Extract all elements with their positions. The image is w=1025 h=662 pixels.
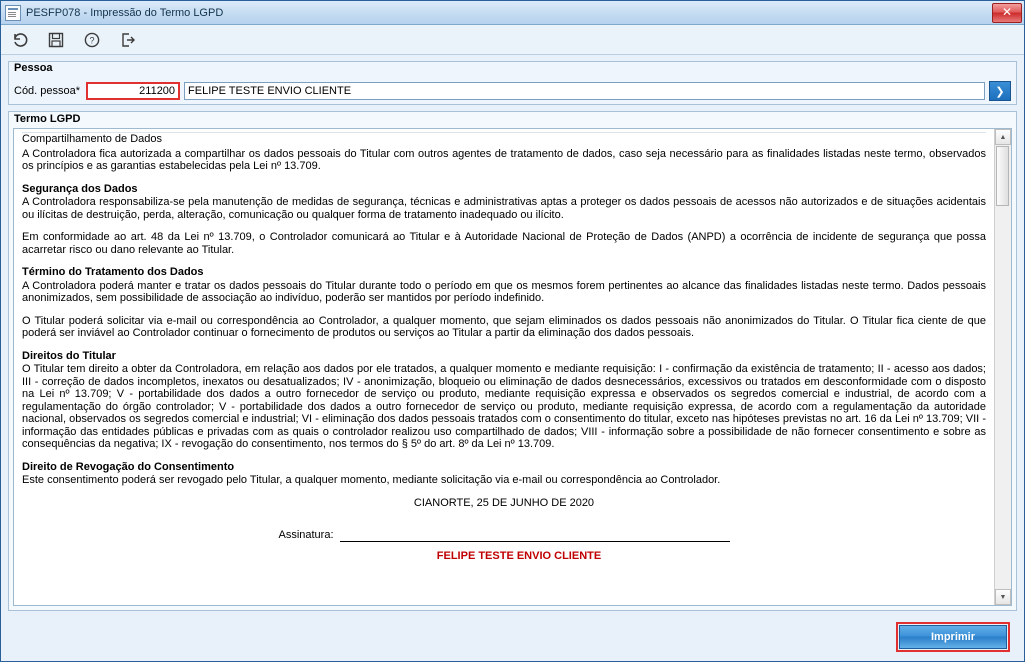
document-viewer bbox=[13, 128, 1012, 606]
print-button-highlight bbox=[896, 622, 1010, 652]
doc-paragraph: A Controladora fica autorizada a compartilhar os dados pessoais do Titular com outros agentes de tratamento de dados, caso seja necessário para as finalidades listadas neste termo, observados os princípios e as garantias estabelecidas pela Lei nº 13.709. bbox=[22, 147, 986, 172]
undo-icon[interactable] bbox=[9, 29, 31, 51]
doc-heading: Término do Tratamento dos Dados bbox=[22, 266, 204, 278]
scrollbar-thumb[interactable] bbox=[996, 146, 1009, 206]
next-arrow-icon[interactable]: ❯ bbox=[989, 81, 1011, 101]
doc-paragraph: A Controladora responsabiliza-se pela manutenção de medidas de segurança, técnicas e administrativas aptas a proteger os dados pessoais de acessos não autorizados e de situações acidentais ou ilícitas de destruição, perda, alteração, comunicação ou qualquer forma de tratamento inadequado ou ilícito. bbox=[22, 196, 986, 221]
doc-paragraph: A Controladora poderá manter e tratar os dados pessoais do Titular durante todo o período em que os mesmos forem pertinentes ao alcance das finalidades listadas neste termo. Dados pessoais anonimizados, sem possibilidade de associação ao indivíduo, poderão ser mantidos por período indefinido. bbox=[22, 279, 986, 304]
scroll-down-icon[interactable]: ▼ bbox=[995, 589, 1011, 605]
pessoa-group-title: Pessoa bbox=[14, 62, 53, 74]
help-icon[interactable] bbox=[81, 29, 103, 51]
nome-pessoa-input[interactable] bbox=[184, 82, 985, 100]
window-title: PESFP078 - Impressão do Termo LGPD bbox=[26, 6, 224, 19]
save-icon[interactable] bbox=[45, 29, 67, 51]
exit-icon[interactable] bbox=[117, 29, 139, 51]
document-content bbox=[14, 129, 994, 605]
signature-row bbox=[22, 529, 986, 542]
title-bar bbox=[1, 1, 1024, 25]
doc-heading: Direito de Revogação do Consentimento bbox=[22, 460, 235, 473]
scroll-up-icon[interactable]: ▲ bbox=[995, 129, 1011, 145]
termo-lgpd-title: Termo LGPD bbox=[14, 113, 81, 125]
close-icon[interactable]: ✕ bbox=[992, 3, 1022, 23]
document-scrollbar[interactable] bbox=[994, 129, 1011, 605]
signature-line bbox=[340, 530, 730, 542]
doc-heading: Segurança dos Dados bbox=[22, 182, 138, 195]
form-icon bbox=[5, 5, 21, 21]
doc-paragraph: Compartilhamento de Dados bbox=[22, 133, 163, 145]
doc-paragraph: O Titular poderá solicitar via e-mail ou correspondência ao Controlador, a qualquer momento, que sejam eliminados os dados pessoais não anonimizados do Titular. O Titular fica ciente de que poderá ser inviável ao Controlador continuar o fornecimento de produtos ou serviços ao Titular a partir da eliminação dos dados pessoais. bbox=[22, 314, 986, 339]
signature-label: Assinatura: bbox=[278, 529, 334, 541]
pessoa-row bbox=[14, 81, 1011, 101]
doc-heading: Direitos do Titular bbox=[22, 349, 116, 362]
toolbar bbox=[1, 25, 1024, 55]
doc-paragraph: O Titular tem direito a obter da Controladora, em relação aos dados por ele tratados, a qualquer momento e mediante requisição: I - confirmação da existência de tratamento; II - acesso aos dados; III - correção de dados incompletos, inexatos ou desatualizados; IV - anonimização, bloqueio ou eliminação de dados desnecessários, excessivos ou tratados em desconformidade com o disposto na Lei nº 13.709; V - portabilidade dos dados a outro fornecedor de serviço ou produto, mediante requisição expressa e observados os segredos comercial e industrial, de acordo com a regulamentação do órgão controlador; V - portabilidade dos dados a outro fornecedor de serviço ou produto, mediante requisição expressa, de acordo com a regulamentação da autoridade nacional, observados os segredos comercial e industrial; VI - eliminação dos dados pessoais tratados com o consentimento do titular, exceto nas hipóteses previstas no art. 16 da Lei nº 13.709; VII - informação das entidades públicas e privadas com as quais o controlador realizou uso compartilhado de dados; VIII - informação sobre a possibilidade de não fornecer consentimento e sobre as consequências da negativa; IX - revogação do consentimento, nos termos do § 5º do art. 8º da Lei nº 13.709. bbox=[22, 363, 986, 450]
pessoa-group bbox=[8, 61, 1017, 105]
svg-text:?: ? bbox=[89, 35, 95, 46]
signature-name: FELIPE TESTE ENVIO CLIENTE bbox=[436, 549, 602, 562]
page-edge-line bbox=[22, 132, 986, 133]
codigo-pessoa-input[interactable] bbox=[86, 82, 180, 100]
footer-bar bbox=[1, 613, 1024, 661]
codigo-pessoa-label: Cód. pessoa* bbox=[14, 85, 81, 97]
doc-place-date: CIANORTE, 25 DE JUNHO DE 2020 bbox=[413, 496, 595, 509]
doc-paragraph: Em conformidade ao art. 48 da Lei nº 13.709, o Controlador comunicará ao Titular e à Autoridade Nacional de Proteção de Dados (ANPD) a ocorrência de incidente de segurança que possa acarretar risco ou dano relevante ao Titular. bbox=[22, 231, 986, 256]
doc-paragraph: Este consentimento poderá ser revogado pelo Titular, a qualquer momento, mediante solicitação via e-mail ou correspondência ao Controlador. bbox=[22, 474, 721, 486]
print-button[interactable]: Imprimir bbox=[899, 625, 1007, 649]
termo-lgpd-group bbox=[8, 111, 1017, 611]
